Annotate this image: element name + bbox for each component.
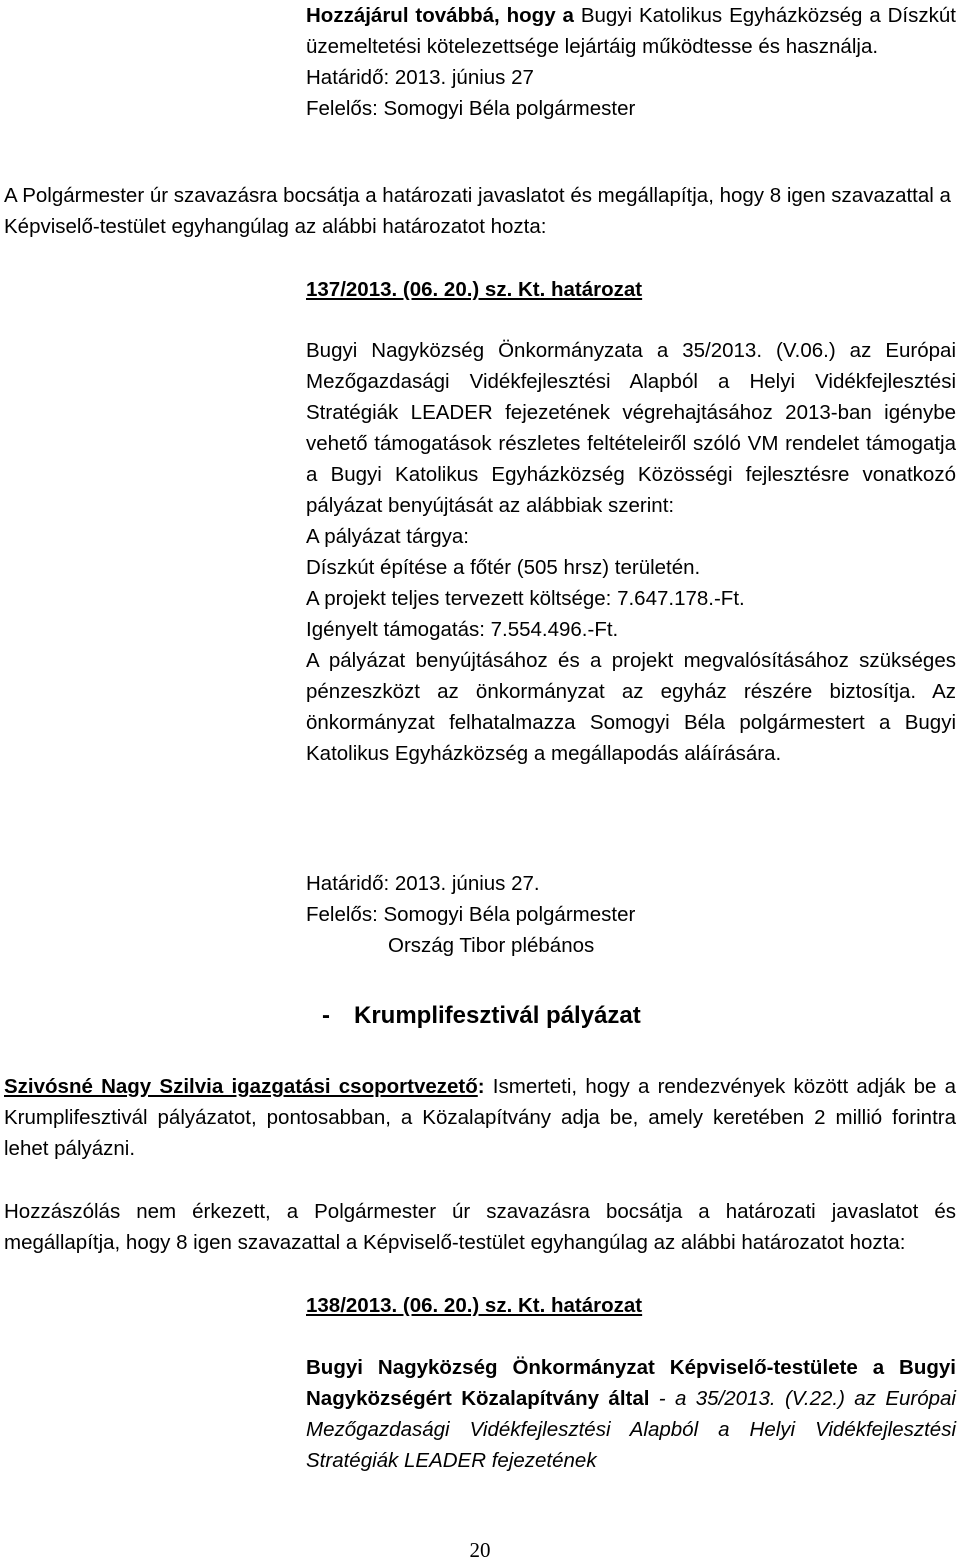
resolution-137-deadline: Határidő: 2013. június 27. [306,872,540,895]
resolution-138-italic: - a 35/2013. (V.22.) az Európai Mezőgazdasági Vidékfejlesztési Alapból a Helyi Vidékfejlesztési Stratégiák LEADER fejezetének [306,1387,956,1472]
speaker-text [4,1071,956,1164]
section-title: Krumplifesztivál pályázat [354,1002,641,1029]
speaker-statement: Ismerteti, hogy a rendezvények között adják be a Krumplifesztivál pályázatot, pontosabban, a Közalapítvány adja be, amely keretében 2 millió forintra lehet pályázni. [4,1075,956,1160]
top-bold-lead: Hozzájárul továbbá, hogy a [306,4,574,27]
funding-text: A pályázat benyújtásához és a projekt megvalósításához szükséges pénzeszközt az önkormányzat az egyház részére biztosítja. Az önkormányzat felhatalmazza Somogyi Béla polgármestert a Bugyi Katolikus Egyházközség a megállapodás aláírására. [306,649,956,765]
speaker-name: Szivósné Nagy Szilvia igazgatási csoportvezető [4,1075,478,1098]
vote-text-1: A Polgármester úr szavazásra bocsátja a határozati javaslatot és megállapítja, hogy 8 igen szavazattal a Képviselő-testület egyhangúlag az alábbi határozatot hozta: [4,184,951,238]
page-number: 20 [469,1538,491,1562]
requested-support: Igényelt támogatás: 7.554.496.-Ft. [306,618,619,641]
vote-paragraph-1 [4,180,956,242]
resolution-137-body-block [306,335,956,769]
resolution-137-responsible-2: Ország Tibor plébános [388,934,595,957]
top-block [306,0,956,124]
section-dash: - [322,1002,330,1029]
resolution-137 [306,274,956,305]
section-heading [322,998,922,1034]
resolution-138-body [306,1352,956,1476]
top-responsible: Felelős: Somogyi Béla polgármester [306,97,636,120]
resolution-138-bold: Bugyi Nagyközség Önkormányzat Képviselő-testülete a Bugyi Nagyközségért Közalapítvány által [306,1356,956,1410]
resolution-138 [306,1290,956,1321]
resolution-137-responsible: Felelős: Somogyi Béla polgármester [306,903,636,926]
subject-label: A pályázat tárgya: [306,525,469,548]
resolution-138-heading: 138/2013. (06. 20.) sz. Kt. határozat [306,1294,643,1317]
speaker-colon: : [477,1075,485,1098]
resolution-137-body: Bugyi Nagyközség Önkormányzata a 35/2013. (V.06.) az Európai Mezőgazdasági Vidékfejlesztési Alapból a Helyi Vidékfejlesztési Stratégiák LEADER fejezetének végrehajtásához 2013-ban igénybe vehető támogatások részletes feltételeiről szóló VM rendelet támogatja a Bugyi Katolikus Egyházközség Közösségi fejlesztésre vonatkozó pályázat benyújtását az alábbiak szerint: [306,339,956,517]
top-paragraph-rest: Bugyi Katolikus Egyházközség a Díszkút üzemeltetési kötelezettsége lejártáig működtesse és használja. [306,4,956,58]
resolution-137-heading: 137/2013. (06. 20.) sz. Kt. határozat [306,278,643,301]
subject-text: Díszkút építése a főtér (505 hrsz) területén. [306,556,701,579]
vote-paragraph-2 [4,1196,956,1258]
vote-text-2: Hozzászólás nem érkezett, a Polgármester úr szavazásra bocsátja a határozati javaslatot és megállapítja, hogy 8 igen szavazattal a Képviselő-testület egyhangúlag az alábbi határozatot hozta: [4,1200,956,1254]
speaker-paragraph [4,1071,956,1164]
resolution-138-body-block [306,1352,956,1476]
resolution-137-footer [306,868,956,961]
top-paragraph [306,0,956,62]
top-deadline: Határidő: 2013. június 27 [306,66,534,89]
total-cost: A projekt teljes tervezett költsége: 7.647.178.-Ft. [306,587,745,610]
